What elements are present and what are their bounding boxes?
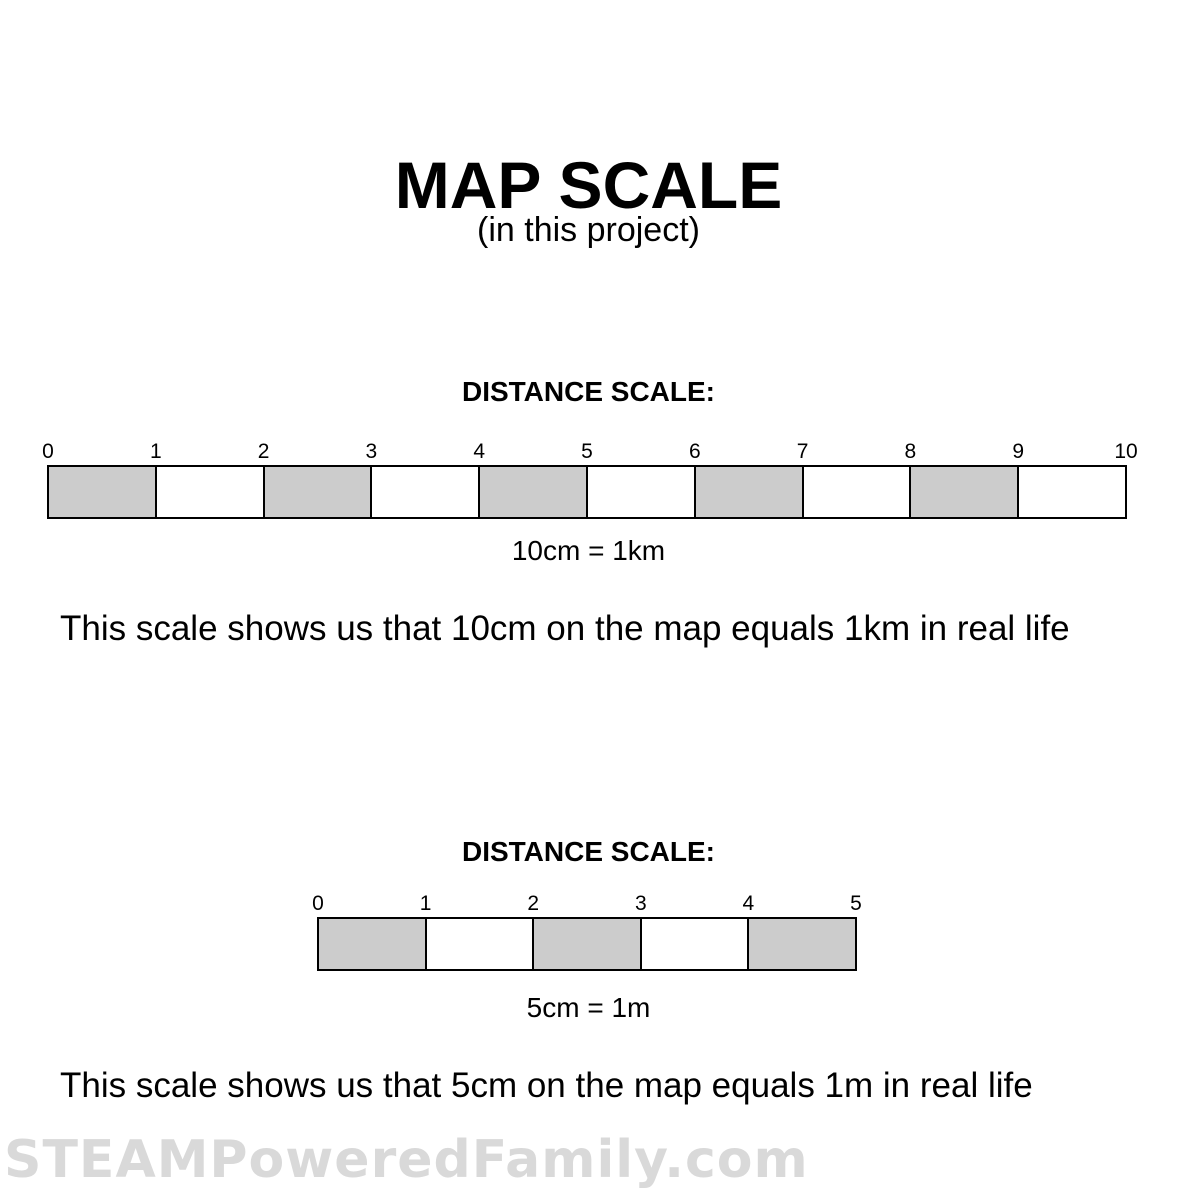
scale2-segment (534, 919, 642, 969)
scale1-tick-label: 5 (581, 440, 593, 463)
scale1-segment (696, 467, 804, 517)
scale1-explanation: This scale shows us that 10cm on the map equals 1km in real life (60, 609, 1070, 648)
scale2-explanation: This scale shows us that 5cm on the map equals 1m in real life (60, 1066, 1033, 1105)
scale1-segment (49, 467, 157, 517)
page-title: MAP SCALE (394, 148, 783, 222)
scale1-tick-label: 7 (796, 440, 809, 463)
scale1-segment (588, 467, 696, 517)
scale1-tick-label: 8 (904, 440, 917, 463)
scale2-equation: 5cm = 1m (526, 992, 651, 1023)
scale1-segment (1019, 467, 1125, 517)
scale2-bar (317, 917, 857, 971)
scale1-tick-label: 1 (149, 440, 162, 463)
scale2-tick-label: 3 (634, 892, 647, 915)
scale1-tick-label: 3 (365, 440, 378, 463)
page-subtitle: (in this project) (477, 211, 700, 249)
scale2-segment (427, 919, 535, 969)
scale1-segment (911, 467, 1019, 517)
scale2-tick-label: 0 (312, 892, 324, 915)
scale2-segment (319, 919, 427, 969)
scale1-heading: DISTANCE SCALE: (461, 376, 716, 407)
watermark-logo: STEAMPoweredFamily.com (4, 1130, 809, 1190)
scale1-tick-label: 9 (1012, 440, 1025, 463)
scale2-tick-labels (312, 892, 862, 917)
scale2-tick-label: 2 (527, 892, 540, 915)
scale1-equation: 10cm = 1km (511, 535, 666, 566)
scale1-segment (480, 467, 588, 517)
scale1-tick-label: 6 (688, 440, 701, 463)
scale2-heading: DISTANCE SCALE: (461, 836, 716, 867)
scale2-tick-label: 4 (742, 892, 755, 915)
scale2-tick-label: 1 (419, 892, 432, 915)
scale1-tick-labels (42, 440, 1138, 465)
scale1-segment (265, 467, 373, 517)
scale1-tick-label: 0 (42, 440, 54, 463)
scale1-segment (372, 467, 480, 517)
scale1-tick-label: 4 (473, 440, 486, 463)
scale2-segment (749, 919, 855, 969)
scale1-segment (157, 467, 265, 517)
scale1-segment (804, 467, 912, 517)
scale1-tick-label: 2 (257, 440, 270, 463)
scale1-bar (47, 465, 1127, 519)
scale1-tick-label: 10 (1114, 440, 1138, 463)
scale2-tick-label: 5 (850, 892, 862, 915)
scale2-segment (642, 919, 750, 969)
